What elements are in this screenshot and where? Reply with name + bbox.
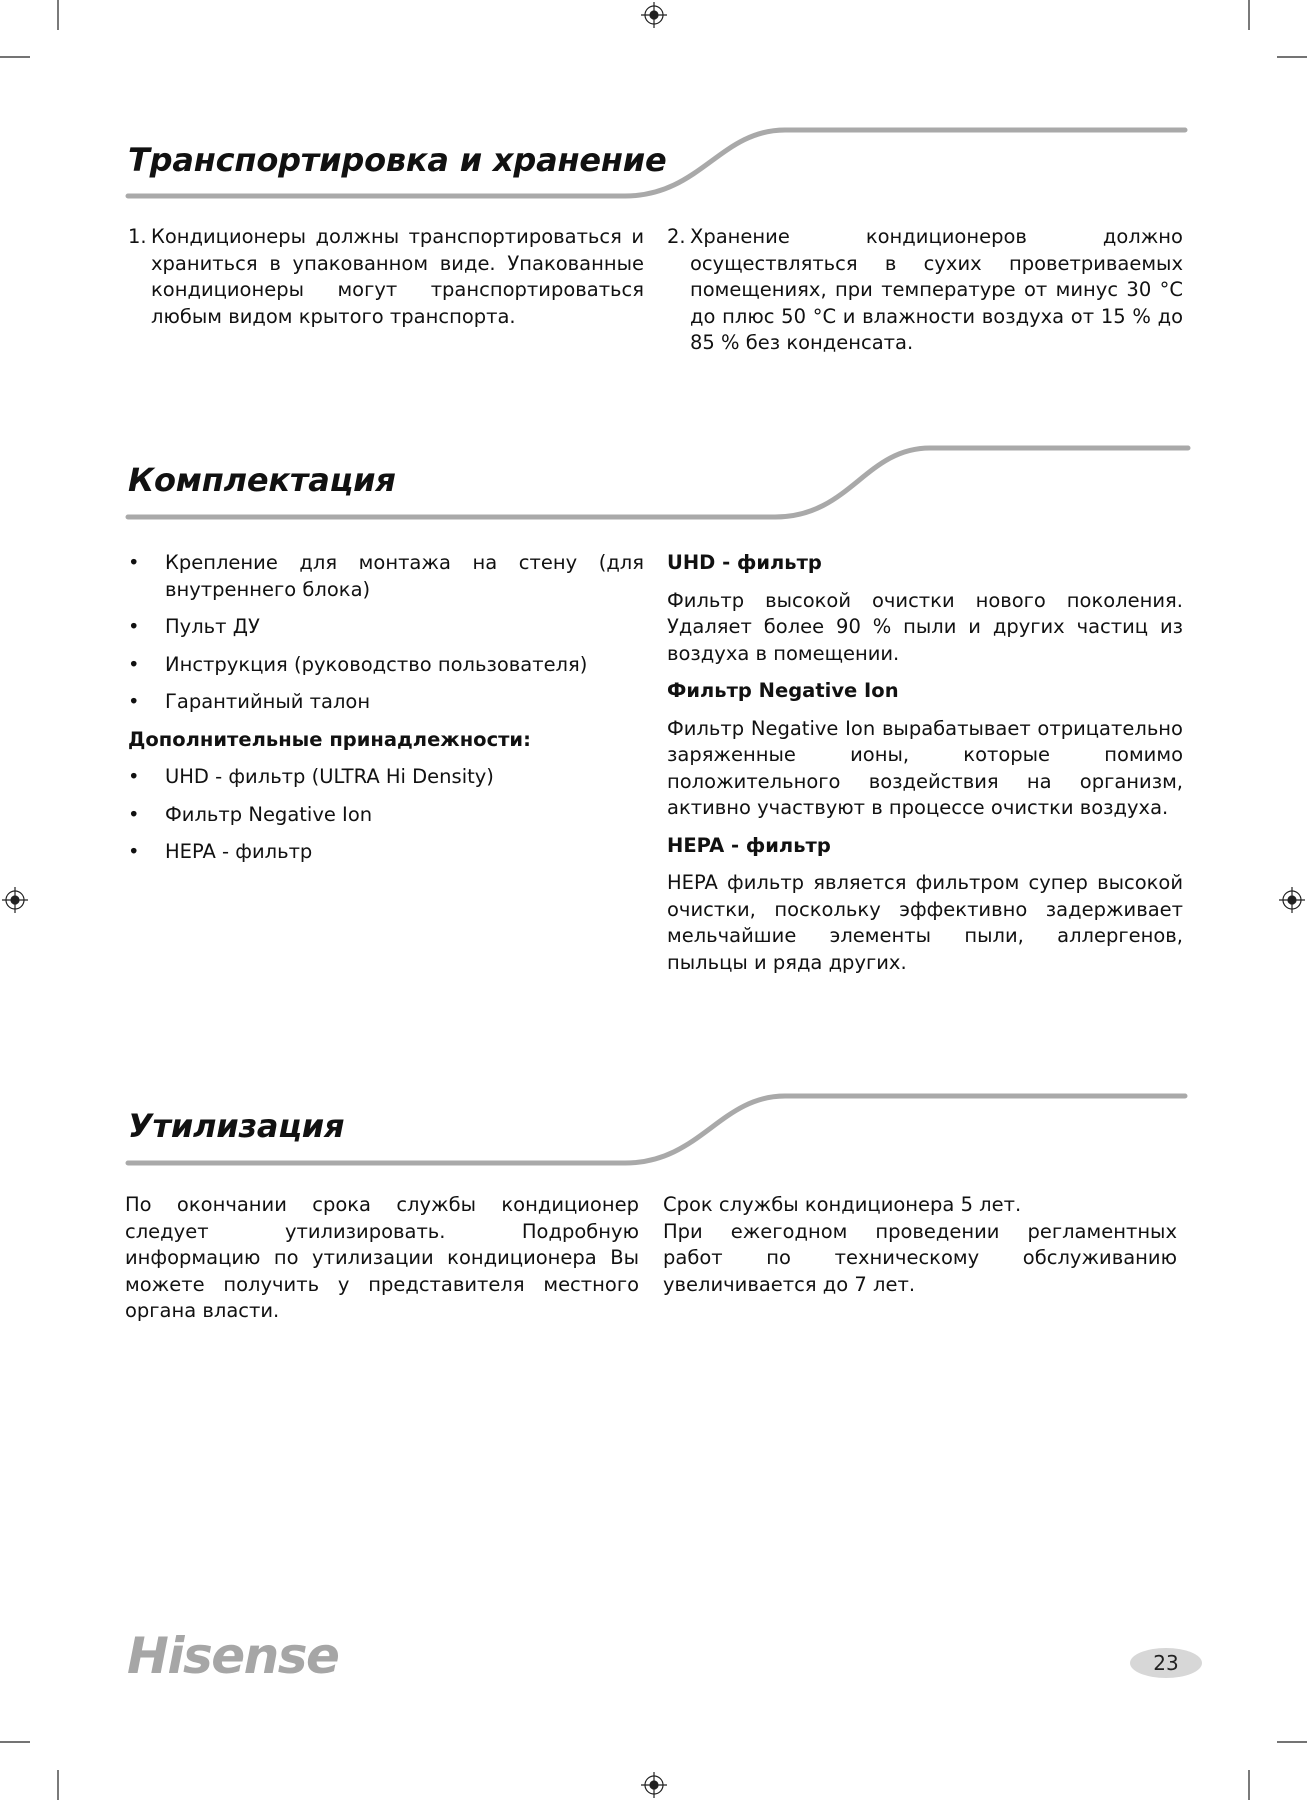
service-life-text: Срок службы кондиционера 5 лет. (663, 1193, 1022, 1216)
registration-mark-left (2, 887, 28, 913)
item-text: Кондиционеры должны транспортироваться и храниться в упакованном виде. Упакованные кондиционеры могут транспортироваться любым видом крытого транспорта. (151, 225, 644, 328)
hisense-logo: Hisense (127, 1627, 339, 1685)
disposal-right-column (663, 1192, 1177, 1298)
registration-mark-top (641, 2, 667, 28)
section-title-kit: Комплектация (128, 461, 396, 499)
transport-left-column (128, 224, 644, 330)
registration-mark-bottom (641, 1772, 667, 1798)
section-title-disposal: Утилизация (128, 1107, 345, 1145)
kit-item: • Крепление для монтажа на стену (для внутреннего блока) (128, 550, 644, 603)
transport-item-1 (128, 224, 644, 330)
disposal-left-column (125, 1192, 639, 1325)
accessories-heading: Дополнительные принадлежности: (128, 727, 531, 751)
section-title-transport: Транспортировка и хранение (128, 141, 667, 179)
filter-heading-negative-ion: Фильтр Negative Ion (667, 679, 899, 702)
extended-service-life-text: При ежегодном проведении регламентных работ по техническому обслуживанию увеличивается до 7 лет. (663, 1219, 1177, 1296)
accessory-item: • Фильтр Negative Ion (128, 802, 644, 829)
kit-contents-list (128, 550, 644, 716)
transport-right-column (667, 224, 1183, 357)
filter-description-negative-ion: Фильтр Negative Ion вырабатывает отрицательно заряженные ионы, которые помимо положительного воздействия на организм, активно участвуют в процессе очистки воздуха. (667, 716, 1183, 819)
accessory-item: • UHD - фильтр (ULTRA Hi Density) (128, 764, 644, 791)
kit-item: • Пульт ДУ (128, 614, 644, 641)
filter-description-uhd: Фильтр высокой очистки нового поколения. Удаляет более 90 % пыли и других частиц из воздуха в помещении. (667, 588, 1183, 665)
kit-right-column (667, 550, 1183, 987)
filter-heading-hepa: HEPA - фильтр (667, 833, 831, 857)
kit-left-column (128, 550, 644, 877)
accessories-list (128, 764, 644, 866)
kit-item: • Инструкция (руководство пользователя) (128, 652, 644, 679)
accessory-item: • HEPA - фильтр (128, 839, 644, 866)
filter-description-hepa: HEPA фильтр является фильтром супер высокой очистки, поскольку эффективно задерживает мельчайшие элементы пыли, аллергенов, пыльцы и ряда других. (667, 871, 1183, 974)
disposal-text: По окончании срока службы кондиционер следует утилизировать. Подробную информацию по утилизации кондиционера Вы можете получить у представителя местного органа власти. (125, 1193, 639, 1322)
transport-item-2 (667, 224, 1183, 357)
kit-item: • Гарантийный талон (128, 689, 644, 716)
page-number: 23 (1130, 1648, 1202, 1678)
registration-mark-right (1279, 887, 1305, 913)
filter-heading-uhd: UHD - фильтр (667, 551, 822, 574)
item-text: Хранение кондиционеров должно осуществляться в сухих проветриваемых помещениях, при температуре от минус 30 °С до плюс 50 °С и влажности воздуха от 15 % до 85 % без конденсата. (690, 225, 1183, 354)
item-number: 2. (667, 225, 686, 248)
item-number: 1. (128, 225, 147, 248)
